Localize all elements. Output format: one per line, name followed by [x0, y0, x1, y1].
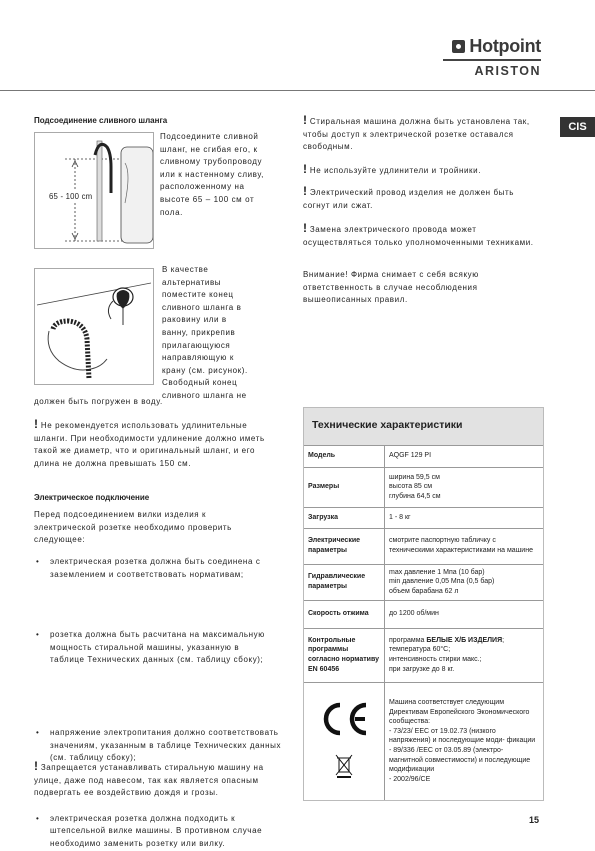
warning-icon: ! [303, 113, 307, 127]
table-row: Скорость отжима до 1200 об/мин [304, 600, 543, 628]
page-number: 15 [528, 815, 539, 825]
drain-height-label: 65 - 100 cm [49, 192, 93, 201]
attention-note: Внимание! Фирма снимает с себя всякую ответственность в случае несоблюдения вышеописанных правил. [303, 270, 479, 305]
logo-divider [443, 59, 541, 61]
electrical-bullet: • розетка должна быть расчитана на максимальную мощность стиральной машины, указанную в таблице Технических данных (см. таблицу сбоку); [34, 629, 274, 667]
brand-sub: ARISTON [474, 64, 541, 78]
ce-mark-icon [308, 701, 380, 741]
language-tab: CIS [560, 117, 595, 137]
brand-name: Hotpoint [469, 36, 541, 56]
warning-icon: ! [34, 417, 38, 431]
electrical-bullet: • электрическая розетка должна быть соединена с заземлением и соответствовать нормативам; [34, 556, 274, 581]
drain-paragraph-2: В качестве альтернативы поместите конец сливного шланга в раковину или в ванну, прикрепив прилагающуюся направляющую к крану (см. рисунок). Свободный конец сливного шланга не [162, 265, 248, 400]
table-row: Гидравлические параметры max давление 1 Mпa (10 бар) min давление 0,05 Mпa (0,5 бар) объем барабана 62 л [304, 564, 543, 600]
warning-icon: ! [303, 184, 307, 198]
table-row: Модель AQGF 129 PI [304, 446, 543, 467]
header-rule [0, 90, 595, 91]
technical-specs-table [303, 407, 544, 801]
extension-hose-warning: ! Не рекомендуется использовать удлинительные шланги. При необходимости удлинение должно иметь такой же диаметр, что и оригинальный шланг, и его длина не должна превышать 150 см. [34, 417, 265, 468]
drain-paragraph-2-end: должен быть погружен в воду. [34, 397, 163, 406]
hotpoint-logo-icon [452, 40, 465, 53]
warning-icon: ! [303, 221, 307, 235]
electrical-heading: Электрическое подключение [34, 493, 150, 502]
drain-sink-figure [34, 268, 154, 385]
table-row [304, 682, 543, 800]
cord-replace-warning: ! Замена электрического провода может осуществляться только уполномоченными техниками. [303, 221, 534, 247]
brand-logo [443, 36, 541, 78]
specs-title: Технические характеристики [304, 408, 543, 446]
electrical-bullet: • электрическая розетка должна подходить к штепсельной вилке машины. В противном случае необходимо заменить розетку или вилку. [34, 813, 290, 851]
outdoor-warning: ! Запрещается устанавливать стиральную машину на улице, даже под навесом, так как является опасным подвергать ее воздействию дождя и грозы. [34, 759, 264, 798]
electrical-intro: Перед подсоединением вилки изделия к электрической розетке необходимо проверить следующее: [34, 510, 232, 545]
drain-heading: Подсоединение сливного шланга [34, 116, 168, 125]
table-row: Контрольные программы согласно нормативу EN 60456 программа БЕЛЫЕ Х/Б ИЗДЕЛИЯ; температура 60°C; интенсивность стирки макс.; при загрузке до 8 кг. [304, 628, 543, 682]
electrical-bullet: • напряжение электропитания должно соответствовать значениям, указанным в таблице Технических данных (см. таблицу сбоку); [34, 727, 286, 765]
warning-icon: ! [34, 759, 38, 773]
table-row: Загрузка 1 - 8 кг [304, 507, 543, 528]
outlet-access-warning: ! Стиральная машина должна быть установлена так, чтобы доступ к электрической розетке оставался свободным. [303, 113, 530, 152]
table-row: Размеры ширина 59,5 см высота 85 см глубина 64,5 см [304, 467, 543, 507]
cord-bend-warning: ! Электрический провод изделия не должен быть согнут или сжат. [303, 184, 515, 210]
directives-text: Машина соответствует следующим Директивам Европейского Экономического сообщества: - 73/23/ ЕЕС от 19.02.73 (низкого напряжения) и последующие моди- фикации - 89/336 /ЕЕС от 03.05.89 (электро- магнитной совместимости) и последующие модификации - 2002/96/CE [389, 699, 536, 783]
warning-icon: ! [303, 162, 307, 176]
table-row: Электрические параметры смотрите паспортную табличку с техническими характеристиками на машине [304, 528, 543, 564]
drain-paragraph-1: Подсоедините сливной шланг, не сгибая его, к сливному трубопроводу или к настенному сливу, расположенному на высоте 65 – 100 см от пола. [160, 132, 264, 217]
no-extension-warning: ! Не используйте удлинители и тройники. [303, 162, 482, 176]
weee-bin-icon [308, 754, 380, 782]
